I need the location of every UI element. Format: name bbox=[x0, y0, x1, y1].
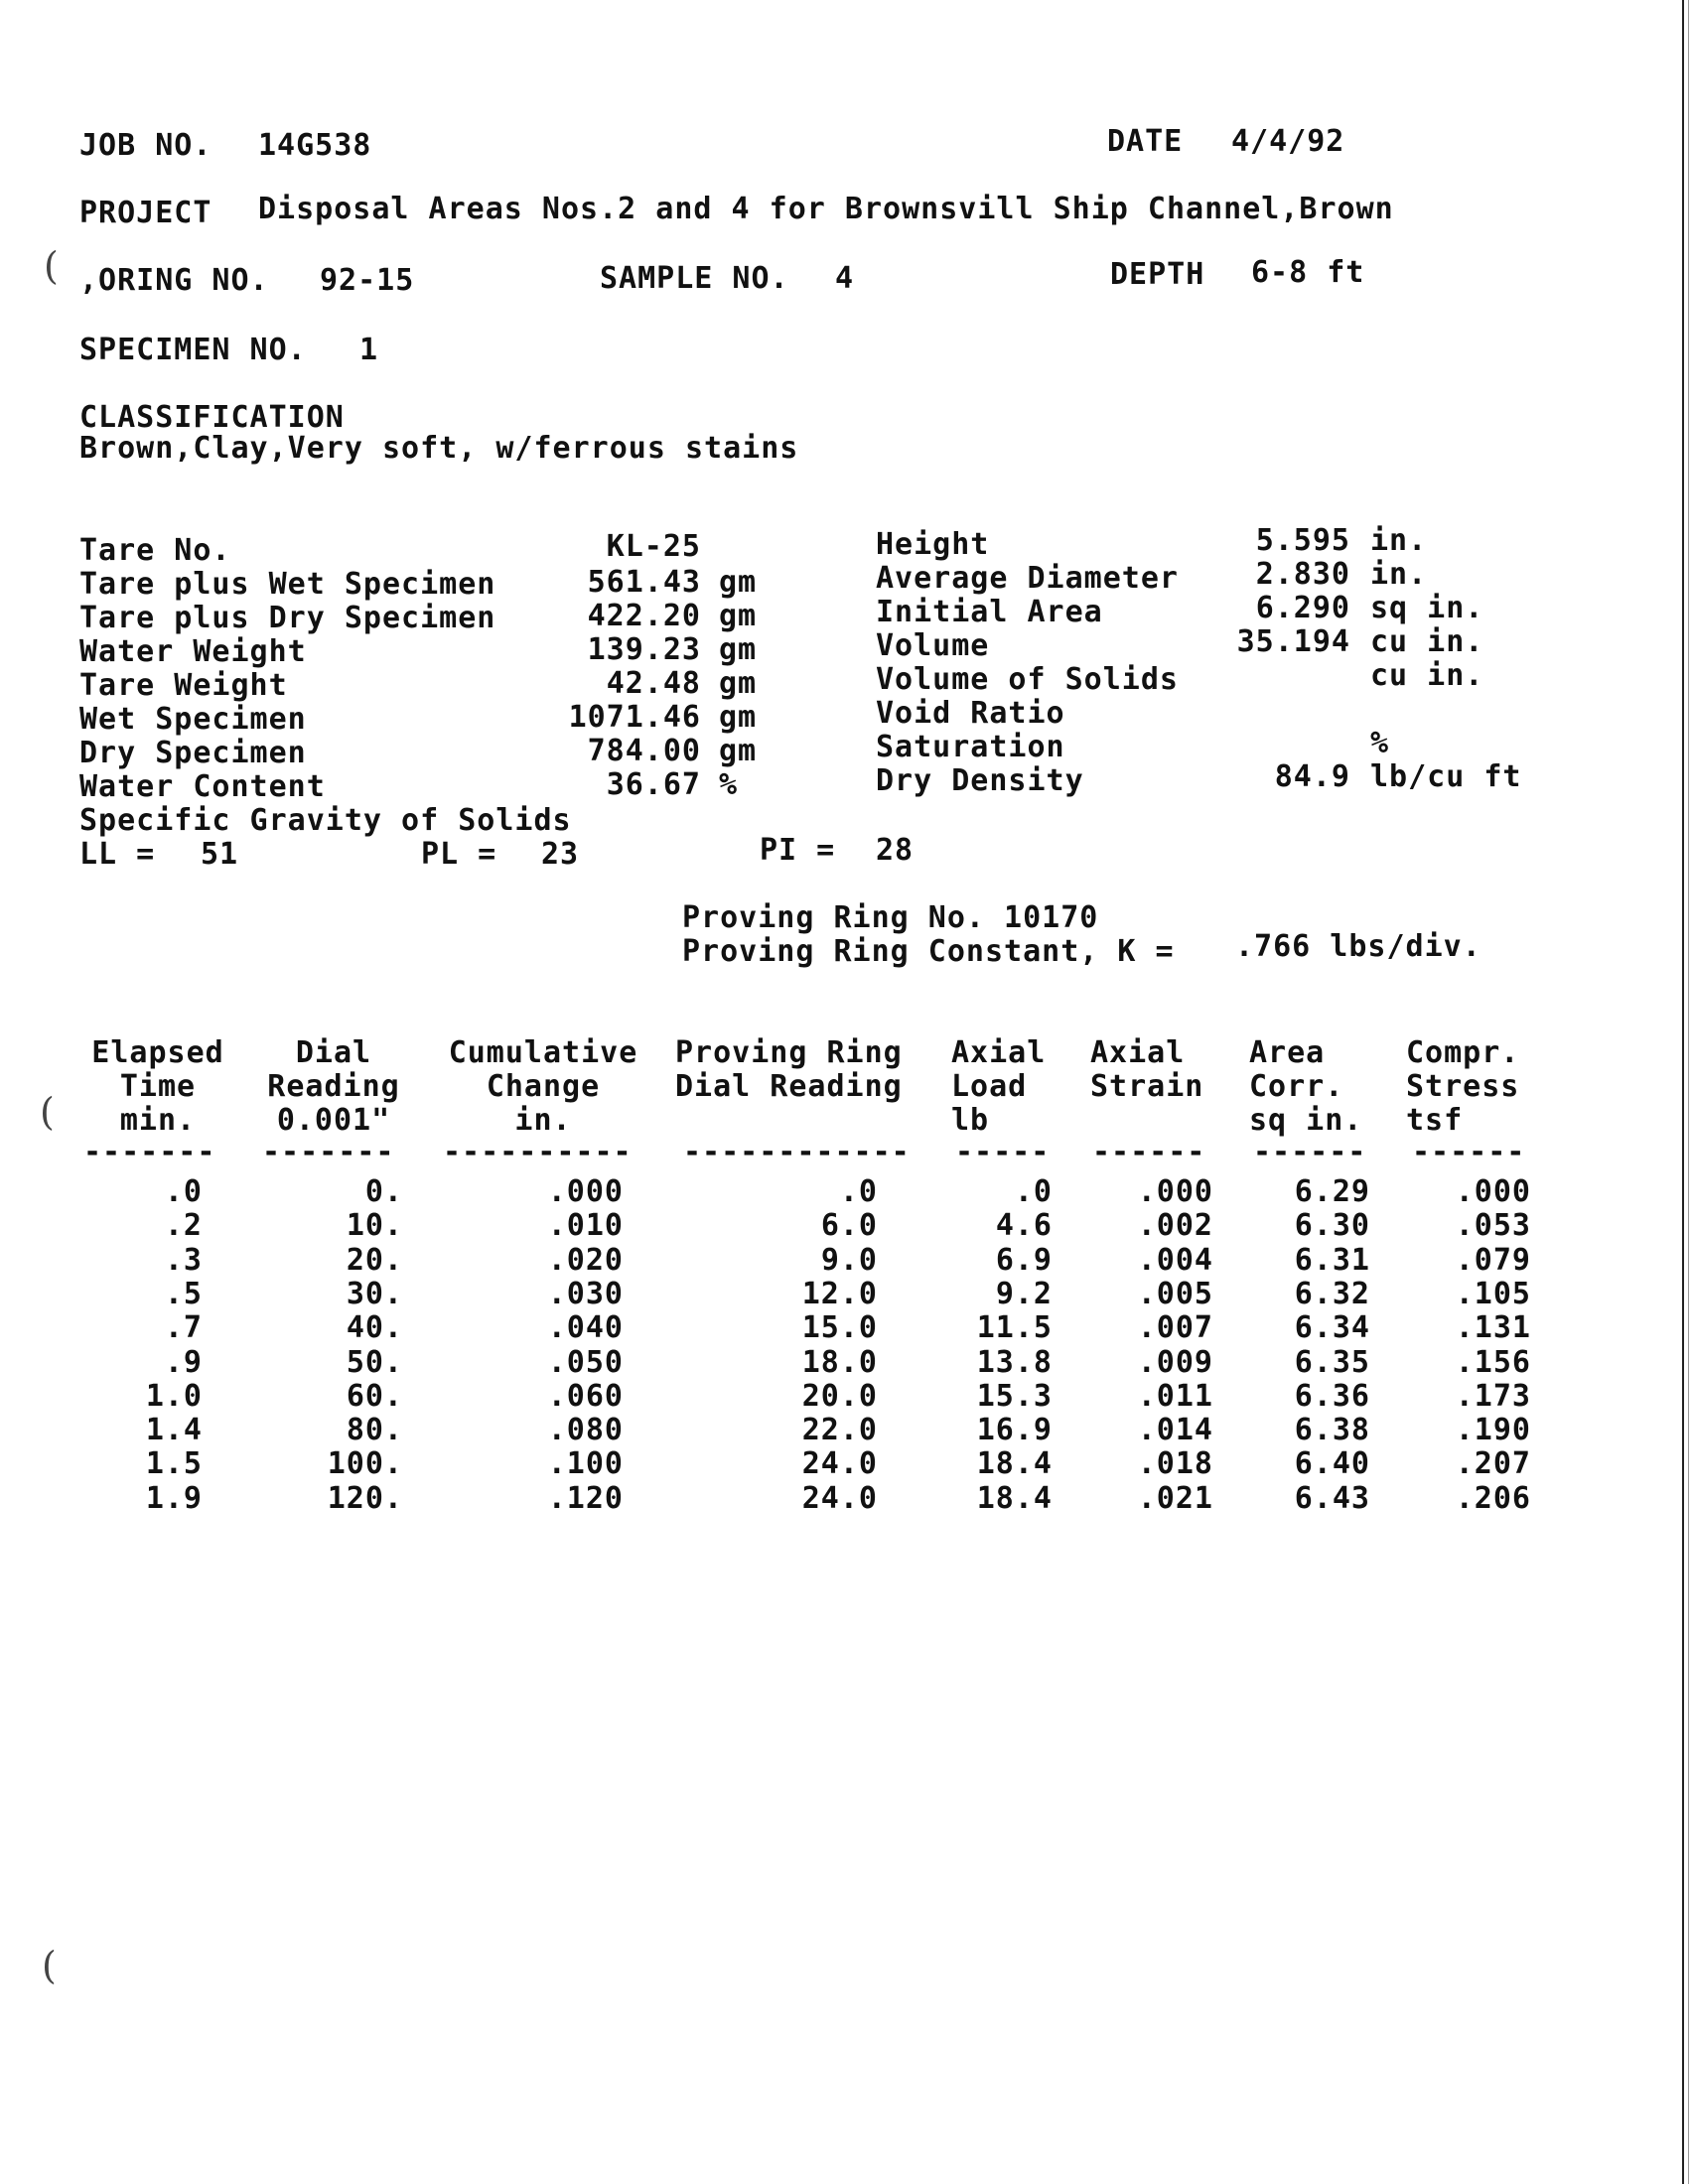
table-cell: 6.38 bbox=[1294, 1413, 1370, 1448]
table-cell: .000 bbox=[1137, 1174, 1213, 1209]
plastic-limit-value: 23 bbox=[541, 837, 580, 872]
liquid-limit-value: 51 bbox=[201, 837, 239, 872]
table-cell: .021 bbox=[1137, 1480, 1213, 1516]
table-header-cell: Dial Reading bbox=[675, 1069, 903, 1104]
property-unit: gm bbox=[719, 734, 758, 768]
table-cell: 6.43 bbox=[1294, 1480, 1370, 1516]
boring-number-label: ,ORING NO. bbox=[79, 263, 269, 298]
property-label: Dry Specimen bbox=[79, 736, 307, 770]
table-cell: 6.36 bbox=[1294, 1378, 1370, 1414]
specimen-number-value: 1 bbox=[359, 333, 379, 367]
classification-label: CLASSIFICATION bbox=[79, 400, 345, 435]
table-cell: .030 bbox=[547, 1276, 624, 1311]
table-cell: 40. bbox=[346, 1310, 403, 1346]
property-value: 42.48 bbox=[606, 666, 701, 701]
property-unit: cu in. bbox=[1370, 658, 1484, 693]
table-cell: .000 bbox=[1455, 1174, 1531, 1209]
table-header-rule: ------ bbox=[1092, 1135, 1206, 1169]
property-label: Dry Density bbox=[876, 763, 1084, 798]
property-unit: gm bbox=[719, 666, 758, 701]
table-cell: 11.5 bbox=[976, 1310, 1053, 1346]
table-cell: .002 bbox=[1137, 1208, 1213, 1244]
table-header-rule: ------- bbox=[83, 1135, 216, 1169]
property-label: Water Weight bbox=[79, 634, 307, 669]
table-cell: 16.9 bbox=[976, 1413, 1053, 1448]
table-header-cell: in. bbox=[514, 1103, 572, 1138]
property-label: Average Diameter bbox=[876, 561, 1179, 596]
table-cell: 80. bbox=[346, 1413, 403, 1448]
property-label: Initial Area bbox=[876, 595, 1103, 629]
proving-ring-constant-value: .766 lbs/div. bbox=[1235, 929, 1481, 964]
table-cell: 100. bbox=[327, 1446, 403, 1482]
job-number-label: JOB NO. bbox=[79, 128, 212, 163]
property-label: Wet Specimen bbox=[79, 702, 307, 737]
table-cell: 6.32 bbox=[1294, 1276, 1370, 1311]
table-cell: 6.31 bbox=[1294, 1242, 1370, 1278]
table-cell: 6.34 bbox=[1294, 1310, 1370, 1346]
table-header-rule: ------------ bbox=[683, 1135, 911, 1169]
table-cell: .007 bbox=[1137, 1310, 1213, 1346]
table-cell: .011 bbox=[1137, 1378, 1213, 1414]
property-unit: % bbox=[719, 767, 739, 802]
table-cell: .000 bbox=[547, 1174, 624, 1209]
table-header-cell: Proving Ring bbox=[675, 1035, 903, 1070]
liquid-limit-label: LL = bbox=[79, 837, 156, 872]
margin-paren-mark: ( bbox=[44, 244, 60, 288]
property-unit: sq in. bbox=[1370, 591, 1484, 625]
table-header-cell: Elapsed bbox=[91, 1035, 224, 1070]
table-header-rule: ------ bbox=[1253, 1135, 1367, 1169]
property-unit: lb/cu ft bbox=[1370, 759, 1522, 794]
table-cell: .156 bbox=[1455, 1344, 1531, 1380]
proving-ring-number: Proving Ring No. 10170 bbox=[682, 900, 1099, 935]
property-label: Saturation bbox=[876, 730, 1065, 764]
boring-number-value: 92-15 bbox=[320, 263, 415, 298]
property-value: 6.290 bbox=[1255, 591, 1350, 625]
table-cell: 4.6 bbox=[995, 1208, 1053, 1244]
table-cell: .3 bbox=[164, 1242, 203, 1278]
table-cell: .206 bbox=[1455, 1480, 1531, 1516]
table-cell: 60. bbox=[346, 1378, 403, 1414]
table-header-cell: Cumulative bbox=[448, 1035, 638, 1070]
table-cell: .131 bbox=[1455, 1310, 1531, 1346]
sample-number-value: 4 bbox=[835, 261, 855, 296]
table-header-rule: ---------- bbox=[443, 1135, 633, 1169]
table-header-cell: Compr. bbox=[1406, 1035, 1520, 1070]
property-label: Water Content bbox=[79, 769, 326, 804]
depth-label: DEPTH bbox=[1110, 257, 1205, 292]
table-cell: .100 bbox=[547, 1446, 624, 1482]
table-header-rule: ----- bbox=[955, 1135, 1051, 1169]
job-number-value: 14G538 bbox=[258, 128, 372, 163]
table-cell: 20. bbox=[346, 1242, 403, 1278]
date-value: 4/4/92 bbox=[1231, 124, 1345, 159]
table-header-rule: ------- bbox=[262, 1135, 395, 1169]
property-unit: cu in. bbox=[1370, 624, 1484, 659]
table-cell: .173 bbox=[1455, 1378, 1531, 1414]
table-cell: .020 bbox=[547, 1242, 624, 1278]
project-value: Disposal Areas Nos.2 and 4 for Brownsvill Ship Channel,Brown bbox=[258, 192, 1394, 226]
table-header-rule: ------ bbox=[1412, 1135, 1526, 1169]
table-cell: 20.0 bbox=[801, 1378, 878, 1414]
table-header-cell: Dial bbox=[295, 1035, 372, 1070]
project-label: PROJECT bbox=[79, 196, 212, 230]
table-cell: 0. bbox=[364, 1174, 403, 1209]
table-header-cell: Axial bbox=[1090, 1035, 1186, 1070]
property-label: Tare No. bbox=[79, 533, 231, 568]
property-value: 84.9 bbox=[1274, 759, 1350, 794]
table-cell: .0 bbox=[839, 1174, 878, 1209]
specimen-number-label: SPECIMEN NO. bbox=[79, 333, 307, 367]
table-header-cell: Axial bbox=[951, 1035, 1047, 1070]
table-header-cell: Change bbox=[486, 1069, 601, 1104]
proving-ring-constant-label: Proving Ring Constant, K = bbox=[682, 934, 1175, 969]
table-cell: 18.0 bbox=[801, 1344, 878, 1380]
table-cell: .0 bbox=[1014, 1174, 1053, 1209]
page-edge-line-thin bbox=[1688, 0, 1689, 2184]
table-cell: 22.0 bbox=[801, 1413, 878, 1448]
property-label: Tare plus Dry Specimen bbox=[79, 601, 496, 635]
table-cell: .190 bbox=[1455, 1413, 1531, 1448]
table-cell: .080 bbox=[547, 1413, 624, 1448]
property-value: 36.67 bbox=[606, 767, 701, 802]
property-value: 422.20 bbox=[587, 599, 701, 633]
table-header-cell: Corr. bbox=[1249, 1069, 1344, 1104]
table-cell: 1.9 bbox=[145, 1480, 203, 1516]
margin-paren-mark: ( bbox=[42, 1944, 58, 1987]
table-cell: .053 bbox=[1455, 1208, 1531, 1244]
table-cell: .9 bbox=[164, 1344, 203, 1380]
property-label: Tare Weight bbox=[79, 668, 288, 703]
property-unit: in. bbox=[1370, 557, 1428, 592]
margin-paren-mark: ( bbox=[40, 1090, 56, 1134]
property-value: 5.595 bbox=[1255, 523, 1350, 558]
property-label: Tare plus Wet Specimen bbox=[79, 567, 496, 602]
property-label: Void Ratio bbox=[876, 696, 1065, 731]
table-cell: 6.40 bbox=[1294, 1446, 1370, 1482]
table-cell: 6.0 bbox=[820, 1208, 878, 1244]
table-header-cell: sq in. bbox=[1249, 1103, 1363, 1138]
table-cell: 15.3 bbox=[976, 1378, 1053, 1414]
table-cell: .005 bbox=[1137, 1276, 1213, 1311]
sample-number-label: SAMPLE NO. bbox=[600, 261, 789, 296]
table-cell: .010 bbox=[547, 1208, 624, 1244]
table-cell: 18.4 bbox=[976, 1480, 1053, 1516]
table-cell: .060 bbox=[547, 1378, 624, 1414]
table-header-cell: Time bbox=[119, 1069, 197, 1104]
table-cell: 1.5 bbox=[145, 1446, 203, 1482]
table-cell: 120. bbox=[327, 1480, 403, 1516]
table-cell: .2 bbox=[164, 1208, 203, 1244]
plastic-limit-label: PL = bbox=[421, 837, 497, 872]
table-cell: .050 bbox=[547, 1344, 624, 1380]
table-cell: 1.4 bbox=[145, 1413, 203, 1448]
property-unit: gm bbox=[719, 565, 758, 600]
table-cell: .105 bbox=[1455, 1276, 1531, 1311]
table-cell: 6.30 bbox=[1294, 1208, 1370, 1244]
table-cell: 15.0 bbox=[801, 1310, 878, 1346]
table-header-cell: lb bbox=[951, 1103, 990, 1138]
table-header-cell: 0.001" bbox=[276, 1103, 391, 1138]
table-cell: .014 bbox=[1137, 1413, 1213, 1448]
property-unit: gm bbox=[719, 700, 758, 735]
depth-value: 6-8 ft bbox=[1251, 255, 1365, 290]
table-header-cell: Reading bbox=[267, 1069, 400, 1104]
table-cell: .009 bbox=[1137, 1344, 1213, 1380]
table-header-cell: Strain bbox=[1090, 1069, 1204, 1104]
table-cell: 18.4 bbox=[976, 1446, 1053, 1482]
table-cell: 24.0 bbox=[801, 1446, 878, 1482]
property-value: 2.830 bbox=[1255, 557, 1350, 592]
table-cell: 24.0 bbox=[801, 1480, 878, 1516]
plasticity-index-value: 28 bbox=[876, 833, 915, 868]
table-cell: .018 bbox=[1137, 1446, 1213, 1482]
property-unit: % bbox=[1370, 726, 1390, 760]
property-value: KL-25 bbox=[606, 529, 701, 564]
property-value: 1071.46 bbox=[568, 700, 701, 735]
table-cell: .0 bbox=[164, 1174, 203, 1209]
property-value: 35.194 bbox=[1236, 624, 1350, 659]
table-cell: 9.2 bbox=[995, 1276, 1053, 1311]
table-cell: 6.29 bbox=[1294, 1174, 1370, 1209]
table-cell: .004 bbox=[1137, 1242, 1213, 1278]
table-cell: .120 bbox=[547, 1480, 624, 1516]
property-label: Volume bbox=[876, 628, 990, 663]
property-label: Volume of Solids bbox=[876, 662, 1179, 697]
table-cell: .7 bbox=[164, 1310, 203, 1346]
property-value: 139.23 bbox=[587, 632, 701, 667]
table-header-cell: min. bbox=[119, 1103, 197, 1138]
table-cell: 12.0 bbox=[801, 1276, 878, 1311]
table-header-cell: tsf bbox=[1406, 1103, 1464, 1138]
property-value: 561.43 bbox=[587, 565, 701, 600]
table-cell: 13.8 bbox=[976, 1344, 1053, 1380]
property-unit: gm bbox=[719, 599, 758, 633]
table-header-cell: Stress bbox=[1406, 1069, 1520, 1104]
table-cell: 10. bbox=[346, 1208, 403, 1244]
property-unit: in. bbox=[1370, 523, 1428, 558]
table-header-cell: Load bbox=[951, 1069, 1028, 1104]
table-cell: 1.0 bbox=[145, 1378, 203, 1414]
table-cell: 6.9 bbox=[995, 1242, 1053, 1278]
page-edge-line bbox=[1682, 0, 1684, 2184]
table-cell: 6.35 bbox=[1294, 1344, 1370, 1380]
specific-gravity-label: Specific Gravity of Solids bbox=[79, 803, 572, 838]
table-cell: .040 bbox=[547, 1310, 624, 1346]
classification-value: Brown,Clay,Very soft, w/ferrous stains bbox=[79, 431, 799, 466]
table-header-cell: Area bbox=[1249, 1035, 1326, 1070]
property-label: Height bbox=[876, 527, 990, 562]
table-cell: 9.0 bbox=[820, 1242, 878, 1278]
table-cell: 50. bbox=[346, 1344, 403, 1380]
plasticity-index-label: PI = bbox=[760, 833, 836, 868]
date-label: DATE bbox=[1107, 124, 1184, 159]
table-cell: .079 bbox=[1455, 1242, 1531, 1278]
table-cell: .207 bbox=[1455, 1446, 1531, 1482]
property-unit: gm bbox=[719, 632, 758, 667]
property-value: 784.00 bbox=[587, 734, 701, 768]
table-cell: .5 bbox=[164, 1276, 203, 1311]
table-cell: 30. bbox=[346, 1276, 403, 1311]
